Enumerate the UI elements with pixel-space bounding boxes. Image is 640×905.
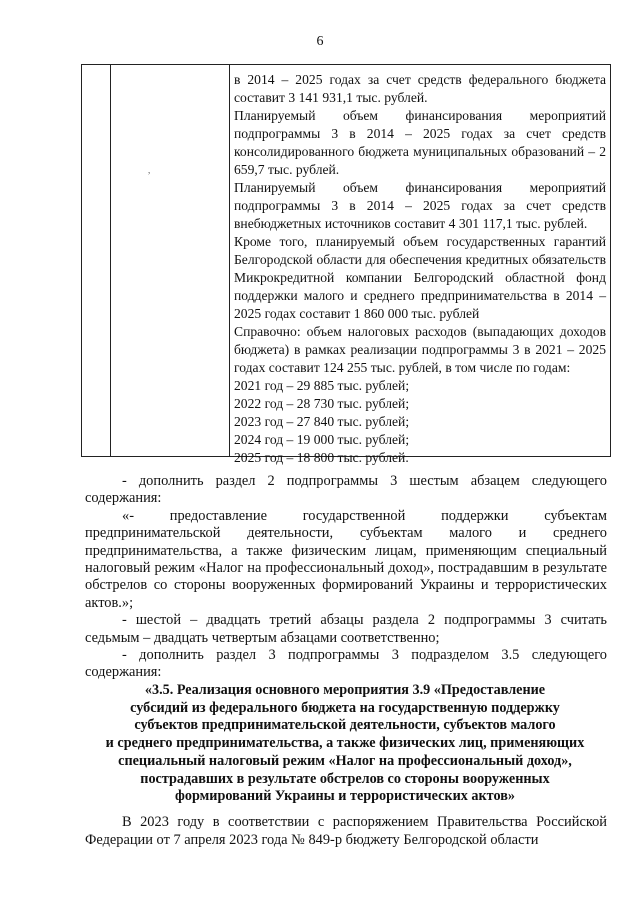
year-line: 2021 год – 29 885 тыс. рублей; [234,378,410,393]
amendment-paragraphs [85,473,607,682]
paragraph: «- предоставление государственной поддержки субъектам предпринимательской деятельности, субъектам малого и среднего предпринимательства, а также физическим лицам, применяющим специальный налоговый режим «Налог на профессиональный доход», пострадавшим в результате обстрелов со стороны вооруженных формирований Украины и террористических актов.»; [85,507,607,611]
heading-line: формирований Украины и террористических актов» [175,788,515,805]
cell-paragraph: Планируемый объем финансирования мероприятий подпрограммы 3 в 2014 – 2025 годах за счет средств консолидированного бюджета муниципальных образований – 2 659,7 тыс. рублей. [234,108,606,177]
table-cell-text [234,71,606,467]
cell-paragraph: в 2014 – 2025 годах за счет средств федерального бюджета составит 3 141 931,1 тыс. рублей. [234,72,606,105]
paragraph: - дополнить раздел 3 подпрограммы 3 подразделом 3.5 следующего содержания: [85,647,607,681]
heading-line: специальный налоговый режим «Налог на профессиональный доход», [118,752,572,769]
page-number: 6 [316,34,324,49]
paragraph: - дополнить раздел 2 подпрограммы 3 шестым абзацем следующего содержания: [85,473,607,507]
year-line: 2025 год – 18 800 тыс. рублей. [234,450,409,465]
table-column-divider [110,65,111,456]
year-line: 2022 год – 28 730 тыс. рублей; [234,396,410,411]
heading-line: и среднего предпринимательства, а также физических лиц, применяющих [105,735,585,752]
table-column-divider [229,65,230,456]
cell-paragraph: Планируемый объем финансирования мероприятий подпрограммы 3 в 2014 – 2025 годах за счет средств внебюджетных источников составит 4 301 117,1 тыс. рублей. [234,180,606,231]
year-line: 2023 год – 27 840 тыс. рублей; [234,414,410,429]
section-heading [81,682,609,806]
paragraph: - шестой – двадцать третий абзацы раздела 2 подпрограммы 3 считать седьмым – двадцать четвертым абзацами соответственно; [85,612,607,646]
heading-line: «3.5. Реализация основного мероприятия 3.9 «Предоставление [144,682,546,698]
cell-paragraph: Кроме того, планируемый объем государственных гарантий Белгородской области для обеспечения кредитных обязательств Микрокредитной компании Белгородский областной фонд поддержки малого и среднего предпринимательства в 2014 – 2025 годах составит 1 860 000 тыс. рублей [234,234,606,321]
closing-text [85,813,607,850]
heading-line: субсидий из федерального бюджета на государственную поддержку [130,699,560,716]
stray-mark: , [148,165,151,175]
paragraph: В 2023 году в соответствии с распоряжением Правительства Российской Федерации от 7 апреля 2023 года № 849-р бюджету Белгородской области [85,814,607,849]
heading-line: субъектов предпринимательской деятельности, субъектов малого [134,717,556,734]
cell-paragraph: Справочно: объем налоговых расходов (выпадающих доходов бюджета) в рамках реализации подпрограммы 3 в 2021 – 2025 годах составит 124 255 тыс. рублей, в том числе по годам: [234,324,606,375]
heading-line: пострадавших в результате обстрелов со стороны вооруженных [140,770,550,787]
program-table [81,64,611,465]
year-line: 2024 год – 19 000 тыс. рублей; [234,432,410,447]
